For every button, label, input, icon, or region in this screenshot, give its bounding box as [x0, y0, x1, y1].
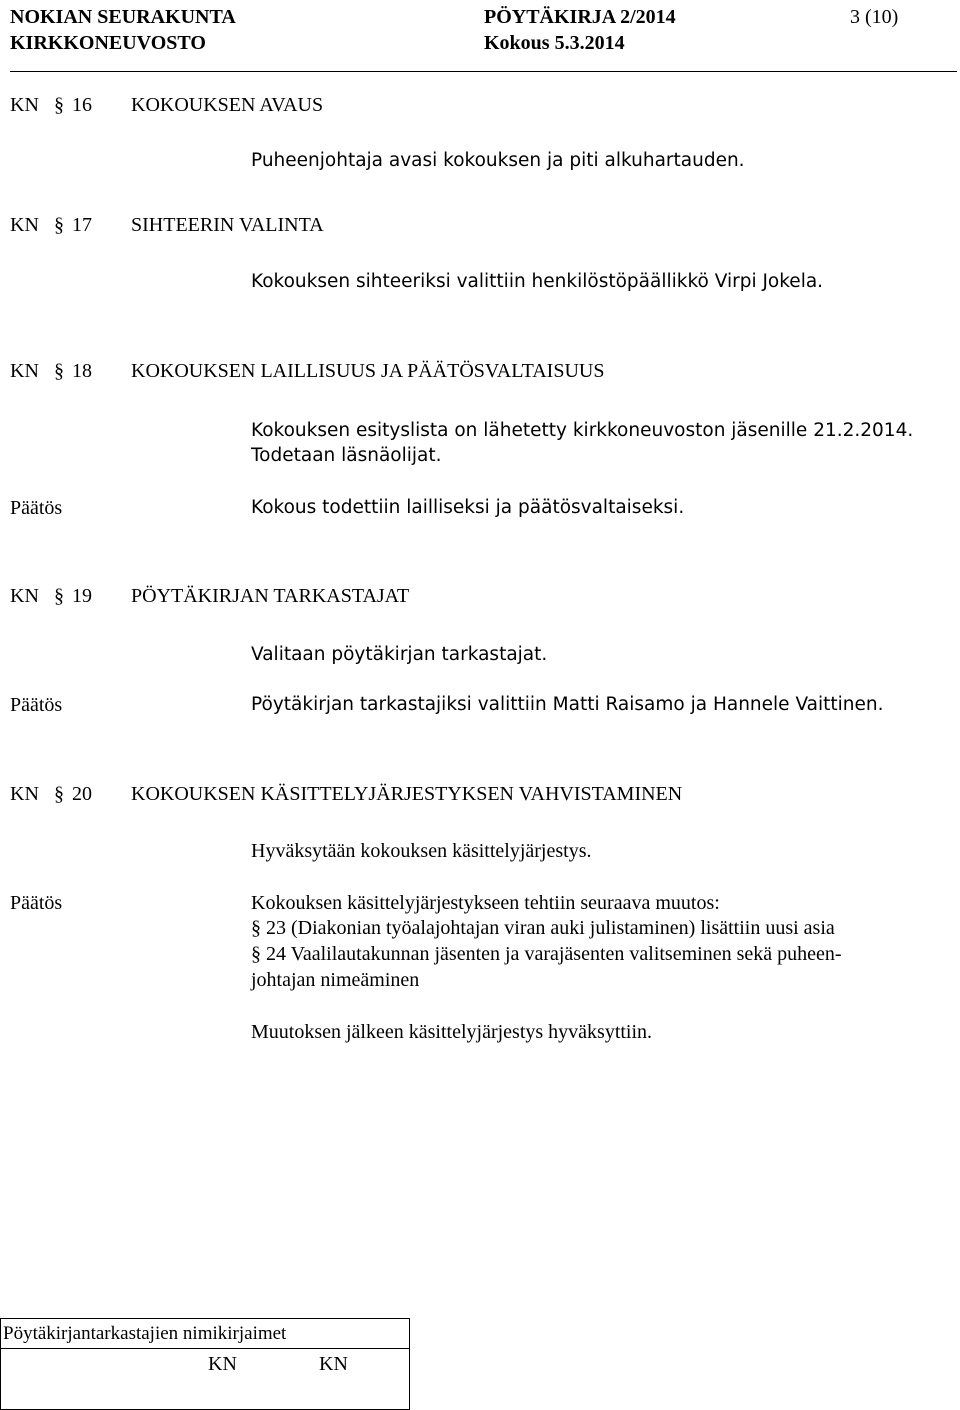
header-body: KIRKKONEUVOSTO — [10, 32, 206, 54]
section-17-kn: KN — [10, 214, 39, 236]
section-20-kn: KN — [10, 783, 39, 805]
section-20-title: KOKOUKSEN KÄSITTELYJÄRJESTYKSEN VAHVISTAMINEN — [131, 783, 683, 805]
section-18-line-2: Todetaan läsnäolijat. — [251, 445, 442, 466]
section-20-num: 20 — [72, 783, 92, 805]
section-18-decision: Kokous todettiin lailliseksi ja päätösvaltaiseksi. — [251, 497, 685, 518]
section-20-line-1: Hyväksytään kokouksen käsittelyjärjestys. — [251, 840, 592, 862]
section-16-num: 16 — [72, 94, 92, 116]
header-meeting: Kokous 5.3.2014 — [484, 32, 625, 54]
section-16-kn: KN — [10, 94, 39, 116]
signature-box — [0, 1318, 410, 1410]
section-16-para: § — [54, 94, 64, 116]
section-19-para: § — [54, 585, 64, 607]
section-20-decision-label: Päätös — [10, 892, 63, 914]
section-19-decision: Pöytäkirjan tarkastajiksi valittiin Matti Raisamo ja Hannele Vaittinen. — [251, 694, 884, 715]
signature-label: Pöytäkirjantarkastajien nimikirjaimet — [3, 1322, 287, 1344]
section-18-line-1: Kokouksen esityslista on lähetetty kirkkoneuvoston jäsenille 21.2.2014. — [251, 420, 914, 441]
section-18-decision-label: Päätös — [10, 497, 63, 519]
section-19-num: 19 — [72, 585, 92, 607]
section-20-decision-item-1: § 23 (Diakonian työalajohtajan viran auki julistaminen) lisättiin uusi asia — [251, 917, 835, 939]
section-20-closing: Muutoksen jälkeen käsittelyjärjestys hyväksyttiin. — [251, 1021, 653, 1043]
section-20-decision-item-3: johtajan nimeäminen — [251, 969, 420, 991]
section-18-para: § — [54, 360, 64, 382]
signature-initials-1: KN — [208, 1353, 237, 1375]
section-20-decision-item-2: § 24 Vaalilautakunnan jäsenten ja varajäsenten valitseminen sekä puheen- — [251, 943, 842, 965]
header-org: NOKIAN SEURAKUNTA — [10, 6, 236, 28]
section-18-title: KOKOUKSEN LAILLISUUS JA PÄÄTÖSVALTAISUUS — [131, 360, 605, 382]
section-19-kn: KN — [10, 585, 39, 607]
section-19-title: PÖYTÄKIRJAN TARKASTAJAT — [131, 585, 410, 607]
signature-initials-2: KN — [319, 1353, 348, 1375]
signature-label-cell — [1, 1319, 410, 1349]
section-16-title: KOKOUKSEN AVAUS — [131, 94, 324, 116]
header-rule — [10, 71, 957, 72]
section-18-kn: KN — [10, 360, 39, 382]
section-19-decision-label: Päätös — [10, 694, 63, 716]
header-doc: PÖYTÄKIRJA 2/2014 — [484, 6, 676, 28]
section-17-num: 17 — [72, 214, 92, 236]
header-page: 3 (10) — [850, 6, 899, 28]
section-17-para: § — [54, 214, 64, 236]
section-20-para: § — [54, 783, 64, 805]
section-16-line-1: Puheenjohtaja avasi kokouksen ja piti alkuhartauden. — [251, 150, 745, 171]
section-20-decision: Kokouksen käsittelyjärjestykseen tehtiin seuraava muutos: — [251, 892, 720, 914]
section-17-title: SIHTEERIN VALINTA — [131, 214, 324, 236]
section-19-line-1: Valitaan pöytäkirjan tarkastajat. — [251, 644, 548, 665]
signature-initials-cell — [1, 1349, 410, 1410]
section-17-line-1: Kokouksen sihteeriksi valittiin henkilöstöpäällikkö Virpi Jokela. — [251, 271, 824, 292]
section-18-num: 18 — [72, 360, 92, 382]
